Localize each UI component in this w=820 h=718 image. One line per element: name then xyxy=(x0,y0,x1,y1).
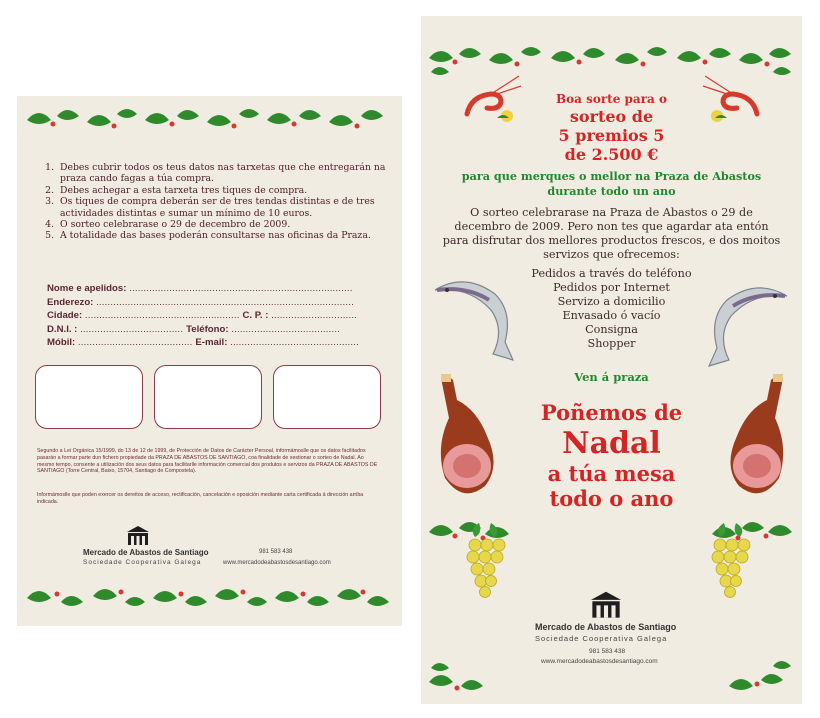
phone-number: 981 583 438 xyxy=(589,648,626,655)
service-item: Shopper xyxy=(587,337,636,350)
rule-item: 5. A totalidade das bases poderán consultarse nas oficinas da Praza. xyxy=(57,230,387,241)
grapes-icon xyxy=(461,521,511,605)
market-logo-icon xyxy=(587,589,625,619)
service-item: Pedidos por Internet xyxy=(553,281,670,294)
website-link[interactable]: www.mercadodeabastosdesantiago.com xyxy=(223,560,331,566)
service-item: Pedidos a través do teléfono xyxy=(531,267,692,280)
promo-line-5: para que merques o mellor na Praza de Abastos xyxy=(461,169,762,183)
dni-phone-field[interactable]: D.N.I. : .................................... Teléfono: ...................................... xyxy=(47,323,341,335)
address-label: Enderezo: xyxy=(47,296,94,308)
draw-paragraph: O sorteo celebrarase na Praza de Abastos o 29 de decembro de 2009. Pero non tes que agardar ata entón para disfrutar dos mellores productos frescos, e dos moitos servizos que ofrecemos: xyxy=(442,206,781,261)
phone-label: Teléfono: xyxy=(186,323,229,335)
postal-label: C. P. : xyxy=(242,310,269,322)
email-label: E-mail: xyxy=(195,337,228,349)
promo-card xyxy=(421,16,802,704)
entry-form-card xyxy=(17,96,402,626)
address-field[interactable]: Enderezo: .......................................................................................... xyxy=(47,296,354,308)
headline-line-1: Poñemos de xyxy=(540,400,683,425)
receipt-box-3[interactable] xyxy=(273,365,381,429)
name-label: Nome e apelidos: xyxy=(47,283,127,294)
market-logo-icon xyxy=(125,524,151,546)
headline-line-4: todo o ano xyxy=(549,486,674,511)
name-field[interactable]: Nome e apelidos: .............................................................................. xyxy=(47,283,353,294)
headline-line-3: a túa mesa xyxy=(547,461,676,486)
service-item: Envasado ó vacío xyxy=(562,309,661,322)
fish-icon xyxy=(701,280,793,374)
holly-garland-top-right xyxy=(421,38,802,74)
promo-line-6: durante todo un ano xyxy=(547,184,676,198)
city-label: Cidade: xyxy=(47,310,83,322)
brand-subtitle: Sociedade Cooperativa Galega xyxy=(83,559,202,566)
service-item: Consigna xyxy=(585,323,638,336)
promo-line-2: sorteo de xyxy=(569,107,654,126)
promo-line-3: 5 premios 5 xyxy=(558,126,665,145)
holly-garland-bottom-right xyxy=(421,656,802,692)
cta-text: Ven á praza xyxy=(574,370,649,384)
rule-item: 1. Debes cubrir todos os teus datos nas tarxetas que che entregarán na praza cando fagas a túa compra. xyxy=(57,162,387,185)
rights-notice: Informámoslle que poden exercer os dereitos de acceso, rectificación, cancelación e oposición mediante carta certificada á dirección arriba indicada. xyxy=(37,492,364,505)
contact-form xyxy=(47,282,377,350)
rule-item: 4. O sorteo celebrarase o 29 de decembro de 2009. xyxy=(57,219,387,230)
rules-list xyxy=(39,162,387,242)
privacy-notice: Segundo a Lei Orgánica 15/1999, do 13 de 12 de 1999, de Protección de Datos de Carácter Persoal, informámoslle que os datos facilitados pasarán a formar parte dun fichero propiedade da PRAZA DE ABASTOS DE SANTIAGO, coa finalidade de xestionar o sorteo de Nadal. Ao mesmo tempo, consente a utilización dos seus datos para facilitarlle información comercial dos produtos e servizos da PRAZA DE ABASTOS DE SANTIAGO (Torre Central, Baixo, 15704, Santiago de Compostela). xyxy=(37,448,378,475)
website-link[interactable]: www.mercadodeabastosdesantiago.com xyxy=(541,658,658,665)
holly-garland-top xyxy=(17,102,402,138)
rule-item: 3. Os tiques de compra deberán ser de tres tendas distintas e de tres actividades distintas e sumar un mínimo de 10 euros. xyxy=(57,196,387,219)
holly-garland-bottom xyxy=(17,580,402,616)
fish-icon xyxy=(429,274,521,368)
brand-name: Mercado de Abastos de Santiago xyxy=(83,548,209,557)
promo-line-1: Boa sorte para o xyxy=(556,92,667,106)
services-list xyxy=(501,267,722,351)
mobile-email-field[interactable]: Móbil: ........................................ E-mail: ............................................. xyxy=(47,337,360,349)
service-item: Servizo a domicilio xyxy=(557,295,666,308)
brand-name: Mercado de Abastos de Santiago xyxy=(535,622,677,632)
headline-line-2: Nadal xyxy=(562,426,661,461)
receipt-box-2[interactable] xyxy=(154,365,262,429)
phone-number: 981 583 438 xyxy=(259,549,293,555)
receipt-box-1[interactable] xyxy=(35,365,143,429)
grapes-icon xyxy=(706,521,756,605)
city-postal-field[interactable]: Cidade: ...................................................... C. P. : .............................. xyxy=(47,310,358,322)
dni-label: D.N.I. : xyxy=(47,323,78,335)
rule-item: 2. Debes achegar a esta tarxeta tres tiques de compra. xyxy=(57,185,387,196)
promo-line-4: de 2.500 € xyxy=(564,145,659,164)
brand-subtitle: Sociedade Cooperativa Galega xyxy=(535,634,668,643)
mobile-label: Móbil: xyxy=(47,337,76,349)
